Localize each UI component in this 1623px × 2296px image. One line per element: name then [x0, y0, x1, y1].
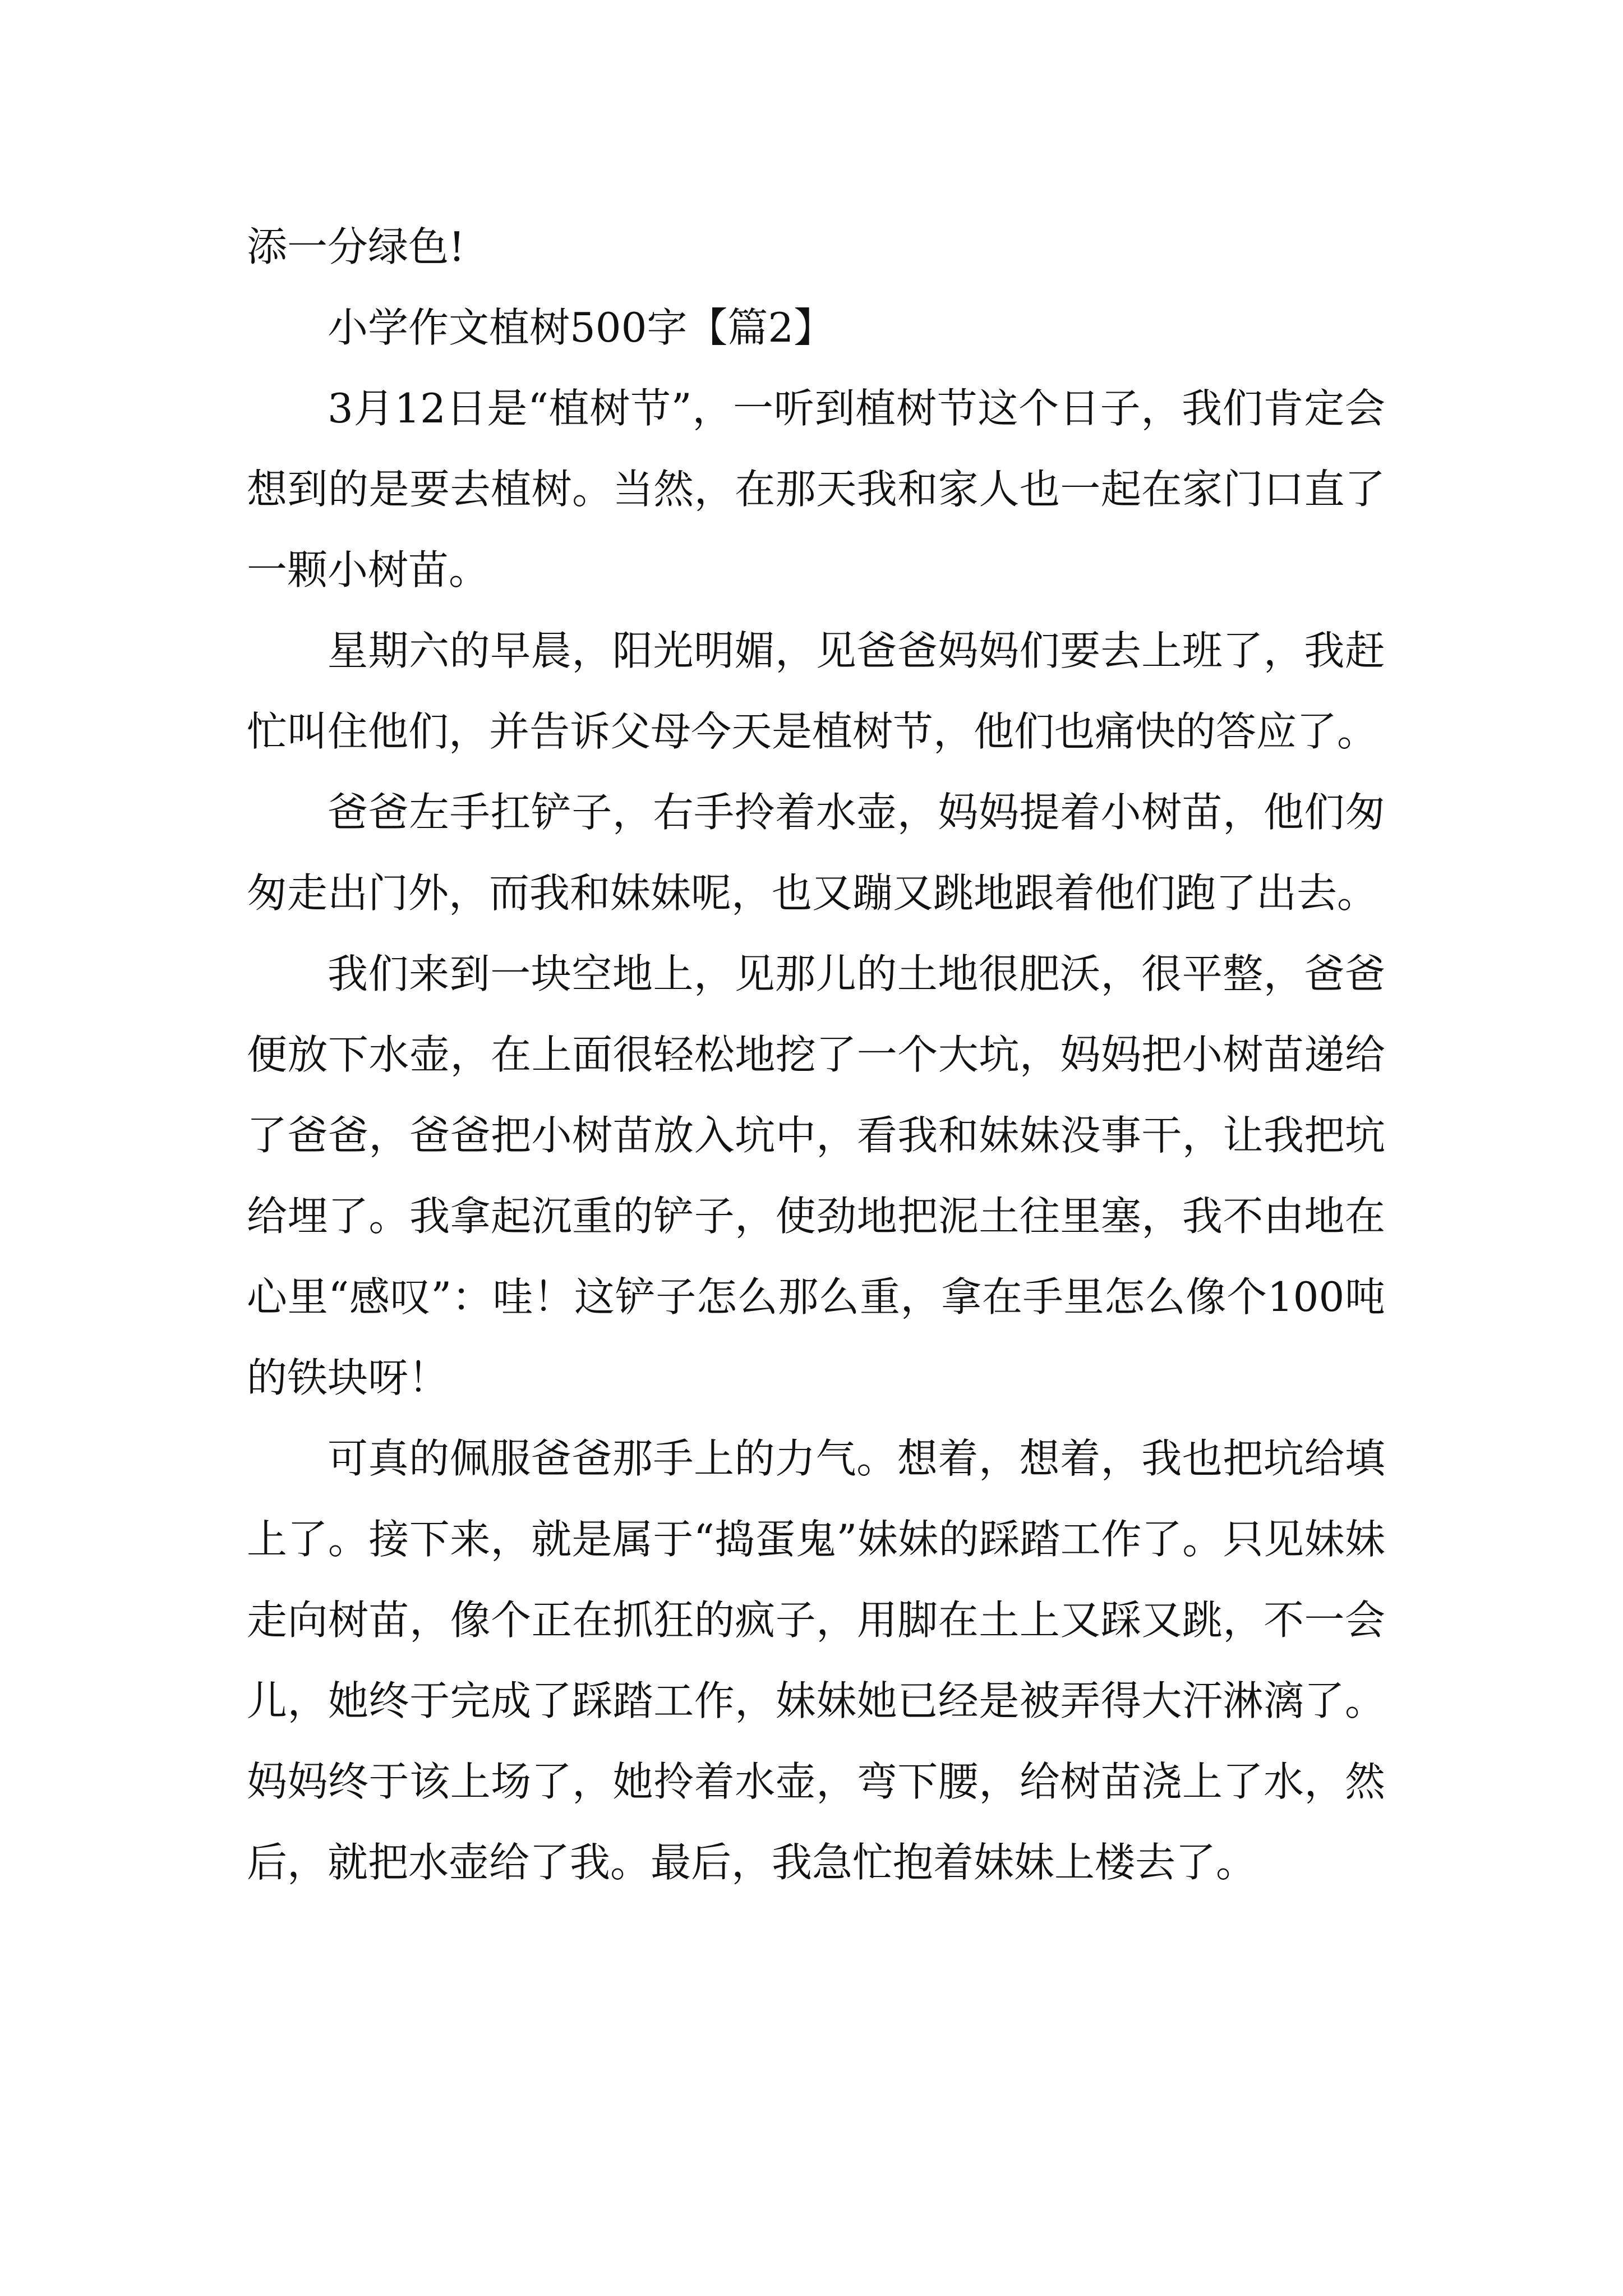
paragraph-4: 我们来到一块空地上，见那儿的土地很肥沃，很平整，爸爸便放下水壶，在上面很轻松地挖了一个大坑，妈妈把小树苗递给了爸爸，爸爸把小树苗放入坑中，看我和妹妹没事干，让我把坑给埋了。我拿起沉重的铲子，使劲地把泥土往里塞，我不由地在心里“感叹”：哇！这铲子怎么那么重，拿在手里怎么像个100吨的铁块呀！ — [247, 950, 1385, 1401]
paragraph-3: 爸爸左手扛铲子，右手拎着水壶，妈妈提着小树苗，他们匆匆走出门外，而我和妹妹呢，也又蹦又跳地跟着他们跑了出去。 — [247, 789, 1385, 917]
paragraph-5: 可真的佩服爸爸那手上的力气。想着，想着，我也把坑给填上了。接下来，就是属于“捣蛋鬼”妹妹的踩踏工作了。只见妹妹走向树苗，像个正在抓狂的疯子，用脚在土上又踩又跳，不一会儿，她终于完成了踩踏工作，妹妹她已经是被弄得大汗淋漓了。妈妈终于该上场了，她拎着水壶，弯下腰，给树苗浇上了水，然后，就把水壶给了我。最后，我急忙抱着妹妹上楼去了。 — [247, 1435, 1385, 1886]
paragraph-2: 星期六的早晨，阳光明媚，见爸爸妈妈们要去上班了，我赶忙叫住他们，并告诉父母今天是植树节，他们也痛快的答应了。 — [247, 627, 1385, 755]
continuation-line: 添一分绿色! — [247, 223, 465, 270]
document-body — [247, 206, 1385, 1903]
essay-heading: 小学作文植树500字【篇2】 — [328, 304, 834, 351]
paragraph-1: 3月12日是“植树节”，一听到植树节这个日子，我们肯定会想到的是要去植树。当然，在那天我和家人也一起在家门口直了一颗小树苗。 — [247, 385, 1385, 593]
